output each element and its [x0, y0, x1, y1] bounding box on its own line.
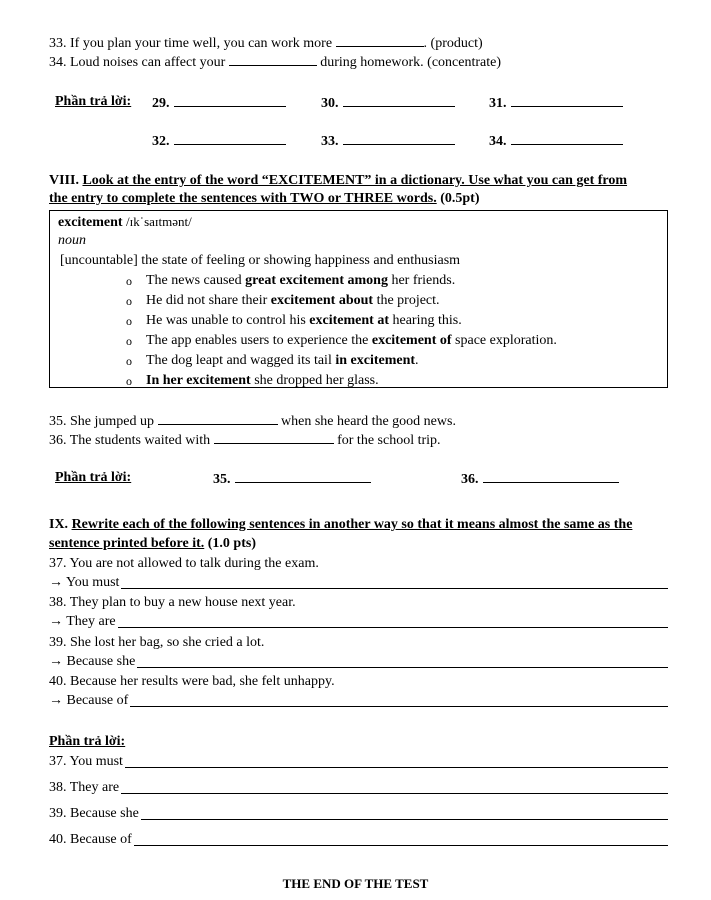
answer-35: 35.	[213, 469, 371, 489]
section-9-heading-cont: sentence printed before it. (1.0 pts)	[49, 536, 256, 551]
question-38: 38. They plan to buy a new house next year.	[49, 595, 296, 610]
example-item: o The news caused great excitement among her friends.	[126, 273, 456, 288]
example-item: o The app enables users to experience the excitement of space exploration.	[126, 333, 557, 348]
answer-40[interactable]: 40. Because of	[49, 831, 668, 849]
question-39: 39. She lost her bag, so she cried a lot.	[49, 635, 265, 650]
answer-32: 32.	[152, 131, 286, 151]
question-40: 40. Because her results were bad, she felt unhappy.	[49, 674, 335, 689]
answer-30: 30.	[321, 93, 455, 113]
headword-line: excitement /ɪkˈsaɪtmənt/	[58, 214, 192, 230]
example-list	[50, 271, 557, 391]
answer-label: Phần trả lời:	[55, 94, 132, 109]
answer-label: Phần trả lời:	[55, 470, 132, 485]
answer-31: 31.	[489, 93, 623, 113]
answer-29: 29.	[152, 93, 286, 113]
answer-34: 34.	[489, 131, 623, 151]
section-8-heading-cont: the entry to complete the sentences with TWO or THREE words. (0.5pt)	[49, 191, 480, 206]
answer-39[interactable]: 39. Because she	[49, 805, 668, 823]
example-item: o The dog leapt and wagged its tail in excitement.	[126, 353, 419, 368]
question-35: 35. She jumped up when she heard the good news.	[49, 411, 456, 431]
example-item: o He did not share their excitement about the project.	[126, 293, 440, 308]
question-37: 37. You are not allowed to talk during the exam.	[49, 556, 319, 571]
question-36: 36. The students waited with for the school trip.	[49, 430, 441, 450]
rewrite-40[interactable]: → Because of	[49, 692, 668, 710]
answer-blank[interactable]	[158, 411, 278, 425]
answer-row-3	[55, 469, 675, 487]
part-of-speech: noun	[58, 233, 86, 248]
question-33: 33. If you plan your time well, you can work more . (product)	[49, 33, 483, 53]
example-item: o In her excitement she dropped her glass.	[126, 373, 379, 388]
answer-label: Phần trả lời:	[49, 734, 126, 749]
answer-row-1	[55, 93, 675, 111]
answer-37[interactable]: 37. You must	[49, 753, 668, 771]
rewrite-38[interactable]: → They are	[49, 613, 668, 631]
question-34: 34. Loud noises can affect your during homework. (concentrate)	[49, 52, 501, 72]
section-8-heading: VIII. Look at the entry of the word “EXCITEMENT” in a dictionary. Use what you can get from	[49, 173, 628, 188]
rewrite-39[interactable]: → Because she	[49, 653, 668, 671]
answer-33: 33.	[321, 131, 455, 151]
answer-36: 36.	[461, 469, 619, 489]
rewrite-37[interactable]: → You must	[49, 574, 668, 592]
end-of-test: THE END OF THE TEST	[282, 876, 429, 891]
dictionary-entry	[49, 210, 668, 388]
definition: [uncountable] the state of feeling or showing happiness and enthusiasm	[60, 253, 461, 268]
answer-blank[interactable]	[229, 52, 317, 66]
answer-row-2	[55, 131, 675, 149]
example-item: o He was unable to control his excitement at hearing this.	[126, 313, 462, 328]
answer-blank[interactable]	[336, 33, 424, 47]
answer-38[interactable]: 38. They are	[49, 779, 668, 797]
section-9-heading: IX. Rewrite each of the following sentences in another way so that it means almost the same as the	[49, 517, 633, 532]
answer-blank[interactable]	[214, 430, 334, 444]
